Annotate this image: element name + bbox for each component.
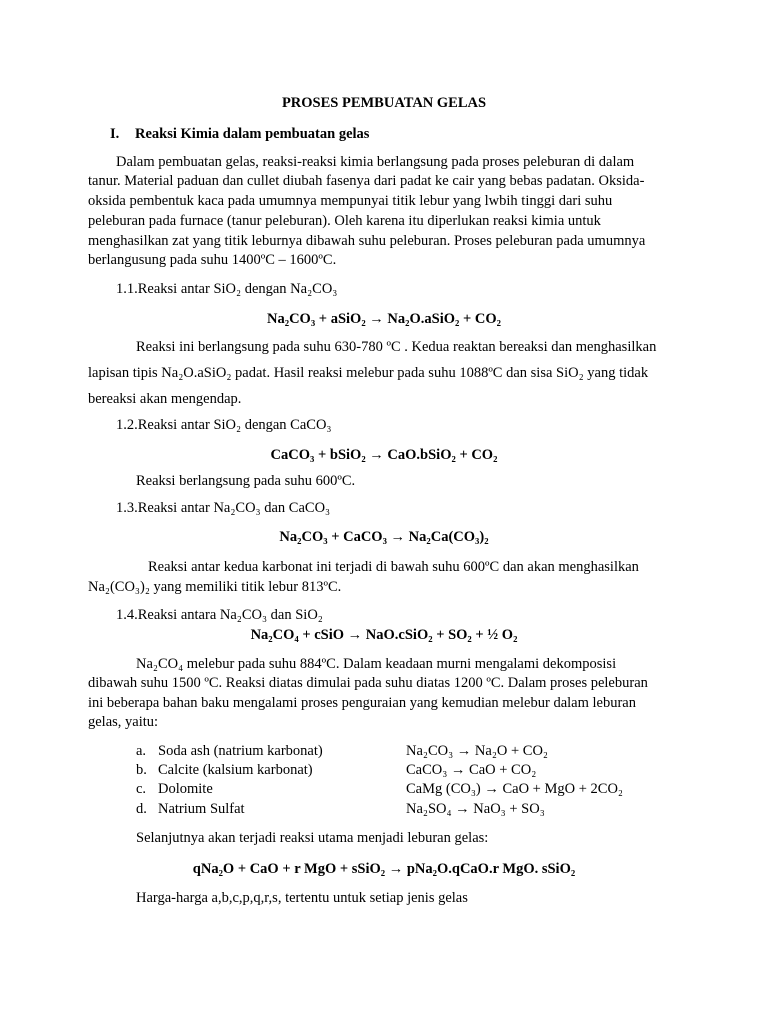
paragraph-line: lapisan tipis Na₂O.aSiO₂ padat. Hasil reaksi melebur pada suhu 1088ºC dan sisa SiO₂ yang tidak [88,365,649,381]
section-heading: Reaksi Kimia dalam pembuatan gelas [135,126,370,142]
paragraph-line: bereaksi akan mengendap. [88,391,242,407]
paragraph-line: Reaksi berlangsung pada suhu 600ºC. [136,473,356,489]
paragraph-line: ini beberapa bahan baku mengalami proses penguraian yang kemudian melebur dalam leburan [88,695,636,711]
paragraph-line: gelas, yaitu: [88,714,159,730]
list-marker: b. [136,762,147,778]
subsection-heading: 1.2.Reaksi antar SiO₂ dengan CaCO₃ [116,417,332,433]
equation: CaCO₃ + bSiO₂ → CaO.bSiO₂ + CO₂ [270,447,498,463]
main-reaction-equation: qNa₂O + CaO + r MgO + sSiO₂ → pNa₂O.qCaO.r MgO. sSiO₂ [192,861,576,877]
paragraph-line: Selanjutnya akan terjadi reaksi utama menjadi leburan gelas: [136,830,489,846]
list-marker: d. [136,801,147,817]
intro-line: berlangusung pada suhu 1400ºC – 1600ºC. [88,252,337,268]
equation: Na₂CO₃ + CaCO₃ → Na₂Ca(CO₃)₂ [279,529,489,545]
material-reaction: CaCO₃ → CaO + CO₂ [406,762,537,778]
equation: Na₂CO₄ + cSiO → NaO.cSiO₂ + SO₂ + ½ O₂ [250,627,518,643]
material-name: Calcite (kalsium karbonat) [158,762,313,778]
paragraph-line: dibawah suhu 1500 ºC. Reaksi diatas dimulai pada suhu diatas 1200 ºC. Dalam proses peleburan [88,675,648,691]
subsection-heading: 1.3.Reaksi antar Na₂CO₃ dan CaCO₃ [116,500,331,516]
material-name: Dolomite [158,781,213,797]
list-marker: c. [136,781,147,797]
material-reaction: Na₂CO₃ → Na₂O + CO₂ [406,743,548,759]
intro-line: tanur. Material paduan dan cullet diubah fasenya dari padat ke cair yang bebas padatan. Oksida- [88,173,645,189]
closing-line: Harga-harga a,b,c,p,q,r,s, tertentu untuk setiap jenis gelas [136,890,468,906]
subsection-heading: 1.4.Reaksi antara Na₂CO₃ dan SiO₂ [116,607,323,623]
list-marker: a. [136,743,147,759]
section-number: I. [110,126,120,142]
intro-line: Dalam pembuatan gelas, reaksi-reaksi kimia berlangsung pada proses peleburan di dalam [116,154,635,170]
material-name: Natrium Sulfat [158,801,245,817]
material-reaction: CaMg (CO₃) → CaO + MgO + 2CO₂ [406,781,623,797]
paragraph-line: Na₂(CO₃)₂ yang memiliki titik lebur 813ºC. [88,579,342,595]
paragraph-line: Na₂CO₄ melebur pada suhu 884ºC. Dalam keadaan murni mengalami dekomposisi [136,656,617,672]
material-name: Soda ash (natrium karbonat) [158,743,323,759]
intro-line: oksida pembentuk kaca pada umumnya mempunyai titik lebur yang lwbih tinggi dari suhu [88,193,613,209]
intro-line: peleburan pada furnace (tanur peleburan). Oleh karena itu diperlukan reaksi kimia untuk [88,213,601,229]
subsection-heading: 1.1.Reaksi antar SiO₂ dengan Na₂CO₃ [116,281,338,297]
material-reaction: Na₂SO₄ → NaO₃ + SO₃ [406,801,545,817]
equation: Na₂CO₃ + aSiO₂ → Na₂O.aSiO₂ + CO₂ [267,311,501,327]
paragraph-line: Reaksi ini berlangsung pada suhu 630-780 ºC . Kedua reaktan bereaksi dan menghasilkan [136,339,657,355]
paragraph-line: Reaksi antar kedua karbonat ini terjadi di bawah suhu 600ºC dan akan menghasilkan [148,559,639,575]
intro-line: menghasilkan zat yang titik leburnya dibawah suhu peleburan. Proses peleburan pada umumnya [88,233,646,249]
page-title: PROSES PEMBUATAN GELAS [281,95,487,111]
